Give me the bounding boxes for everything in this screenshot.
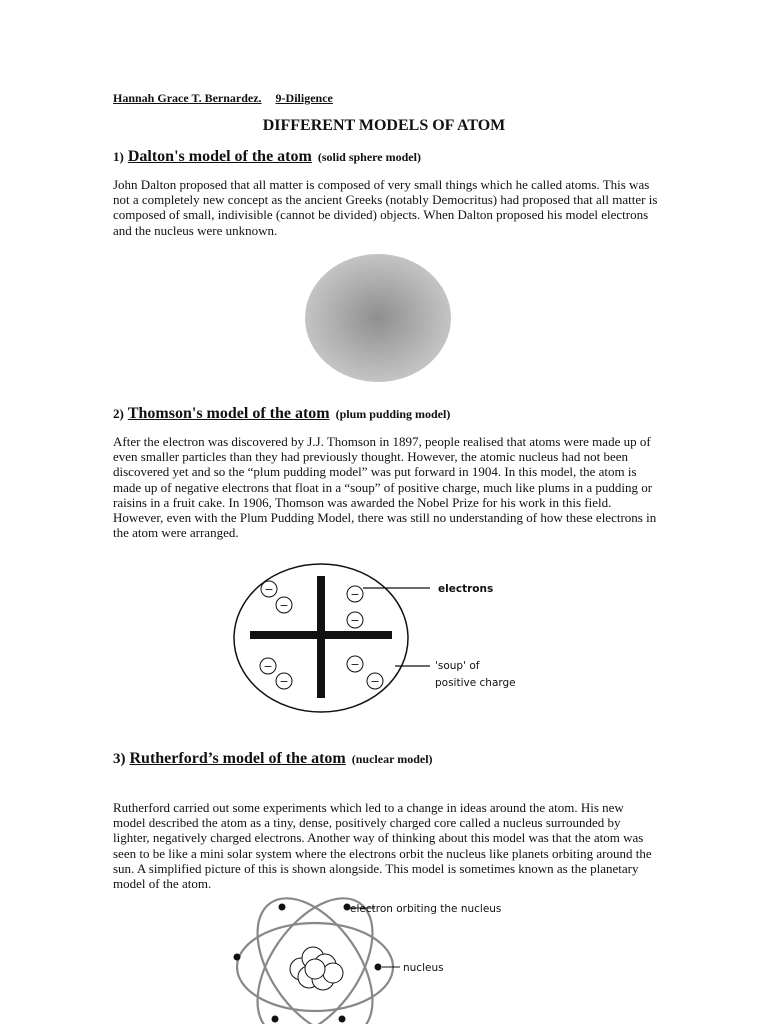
label-soup-line2: positive charge xyxy=(435,677,516,689)
section-paragraph-thomson: After the electron was discovered by J.J. Thomson in 1897, people realised that atoms were made up of even smaller particles than they had previously thought. However, the atomic nucleus had not been discovered yet and so the “plum pudding model” was put forward in 1904. In this model, the atom is made up of negative electrons that float in a “soup” of positive charge, much like plums in a pudding or raisins in a fruit cake. In 1906, Thomson was awarded the Nobel Prize for his work in this field. However, even with the Plum Pudding Model, there was still no understanding of how these electrons in the atom were arranged. xyxy=(113,434,657,541)
electron-icon xyxy=(276,673,292,689)
section-heading-rutherford xyxy=(113,750,433,768)
class-section: 9-Diligence xyxy=(275,91,333,105)
svg-text:−: − xyxy=(350,588,360,601)
label-soup-line1: 'soup' of xyxy=(435,660,480,672)
electron-icon xyxy=(347,586,363,602)
section-title: Rutherford’s model of the atom xyxy=(129,750,346,767)
electron-icon xyxy=(276,597,292,613)
section-heading-thomson xyxy=(113,405,450,423)
svg-text:−: − xyxy=(279,675,289,688)
section-title: Dalton's model of the atom xyxy=(127,148,312,165)
section-number: 3) xyxy=(113,751,126,767)
svg-text:−: − xyxy=(263,660,273,673)
svg-text:−: − xyxy=(370,675,380,688)
svg-text:−: − xyxy=(350,658,360,671)
section-title: Thomson's model of the atom xyxy=(127,405,330,422)
author-name: Hannah Grace T. Bernardez. xyxy=(113,91,262,105)
plum-pudding-figure xyxy=(225,560,525,720)
electron-icon xyxy=(260,658,276,674)
section-subtitle: (nuclear model) xyxy=(351,752,433,766)
section-subtitle: (plum pudding model) xyxy=(335,407,451,421)
section-heading-dalton xyxy=(113,148,421,166)
electron-icon xyxy=(347,656,363,672)
section-number: 1) xyxy=(113,149,124,164)
electron-icon xyxy=(347,612,363,628)
svg-text:−: − xyxy=(264,583,274,596)
svg-text:−: − xyxy=(350,614,360,627)
electron-icon xyxy=(367,673,383,689)
section-number: 2) xyxy=(113,406,124,421)
document-title: DIFFERENT MODELS OF ATOM xyxy=(262,117,506,134)
dalton-sphere-figure xyxy=(300,250,460,390)
solid-sphere xyxy=(305,254,451,382)
section-paragraph-dalton: John Dalton proposed that all matter is composed of very small things which he called atoms. This was not a completely new concept as the ancient Greeks (notably Democritus) had proposed that all matter is composed of small, indivisible (cannot be divided) objects. When Dalton proposed his model electrons and the nucleus were unknown. xyxy=(113,177,658,238)
svg-text:−: − xyxy=(279,599,289,612)
section-subtitle: (solid sphere model) xyxy=(317,150,421,164)
label-electron-orbiting: electron orbiting the nucleus xyxy=(350,903,502,915)
author-line xyxy=(113,91,333,106)
electron-icon xyxy=(261,581,277,597)
cross-horizontal xyxy=(250,631,392,639)
label-nucleus: nucleus xyxy=(403,962,444,974)
label-electrons: electrons xyxy=(438,583,494,595)
nucleus-cluster xyxy=(290,947,343,990)
section-paragraph-rutherford: Rutherford carried out some experiments which led to a change in ideas around the atom. His new model described the atom as a tiny, dense, positively charged core called a nucleus surrounded by lighter, negatively charged electrons. Another way of thinking about this model was that the atom was seen to be like a mini solar system where the electrons orbit the nucleus like planets orbiting around the sun. A simplified picture of this is shown alongside. This model is sometimes known as the planetary model of the atom. xyxy=(113,800,652,892)
rutherford-planetary-figure xyxy=(225,895,525,1024)
